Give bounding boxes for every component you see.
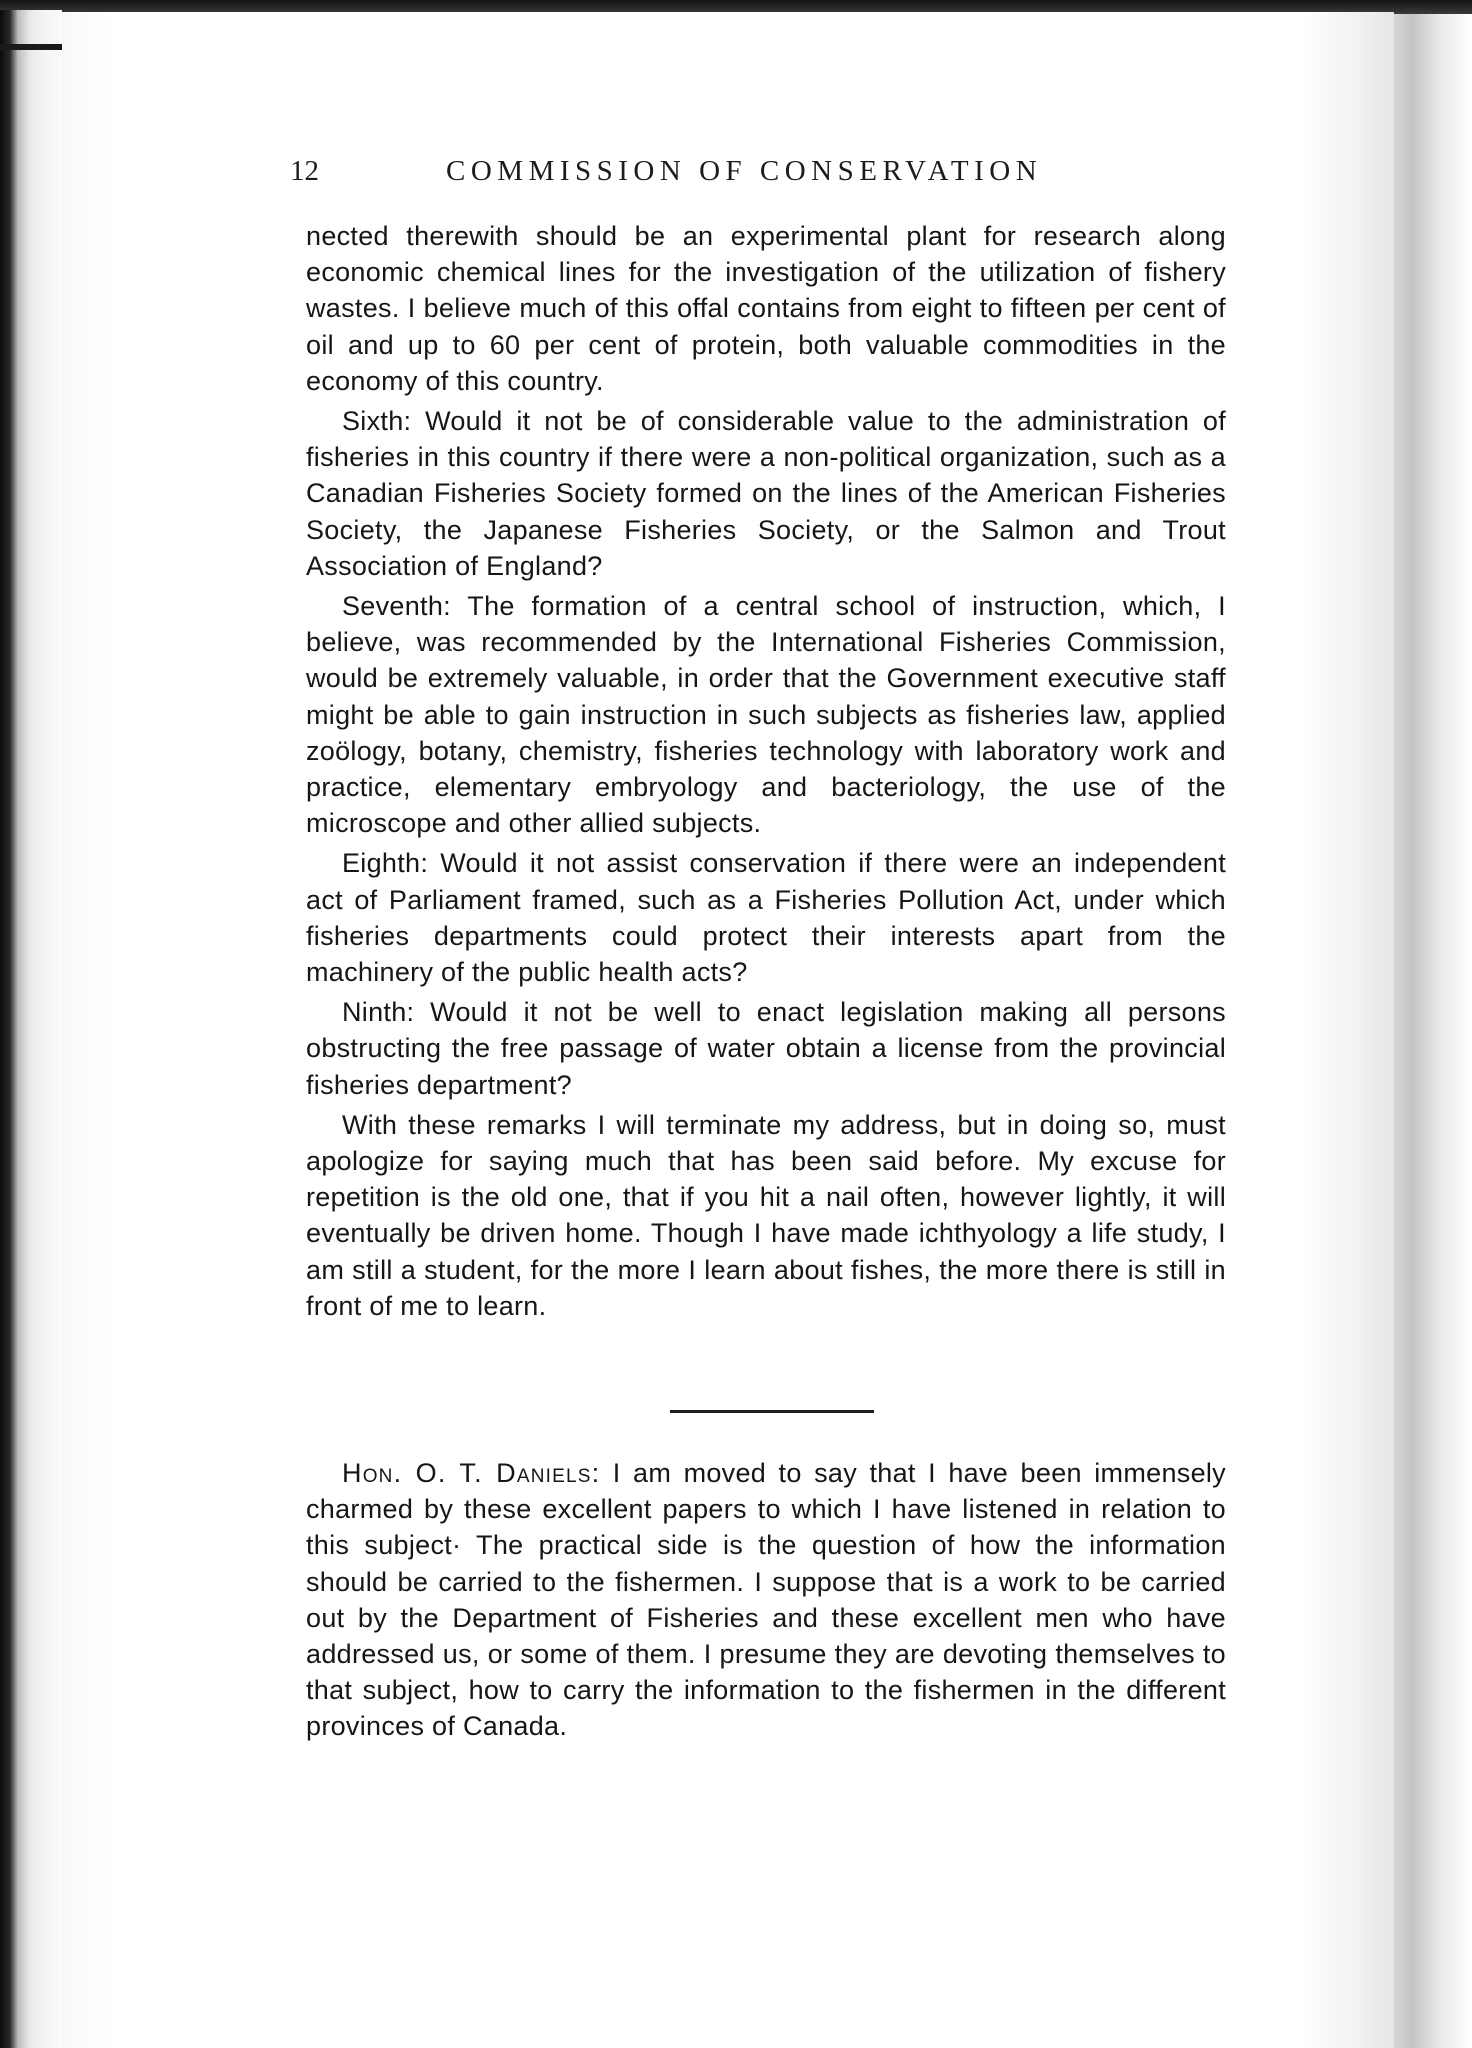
speech-paragraph [306, 1455, 1226, 1745]
paragraph-sixth: Sixth: Would it not be of considerable value to the administration of fisheries in this country if there were a non-political organization, such as a Canadian Fisheries Society formed on the lines of the American Fisheries Society, the Japanese Fisheries Society, or the Salmon and Trout Association of England? [306, 406, 1226, 581]
speech-block [306, 1455, 1226, 1749]
page-header [290, 155, 1090, 195]
speaker-name: Hon. O. T. Daniels: [342, 1458, 601, 1488]
book-binding-shadow [0, 10, 62, 2048]
section-divider [670, 1410, 874, 1413]
page-number: 12 [290, 155, 319, 187]
page-edge-shadow [1394, 14, 1472, 2048]
body-text [306, 218, 1226, 1328]
paragraph-ninth: Ninth: Would it not be well to enact legislation making all persons obstructing the free passage of water obtain a license from the provincial fisheries department? [306, 997, 1226, 1100]
paragraph-eighth: Eighth: Would it not assist conservation if there were an independent act of Parliament framed, such as a Fisheries Pollution Act, under which fisheries departments could protect their interests apart from the machinery of the public health acts? [306, 848, 1226, 988]
speech-text: I am moved to say that I have been immensely charmed by these excellent papers to which I have listened in relation to this subject· The practical side is the question of how the information should be carried to the fishermen. I suppose that is a work to be carried out by the Department of Fisheries and these excellent men who have addressed us, or some of them. I presume they are devoting themselves to that subject, how to carry the information to the fishermen in the different provinces of Canada. [306, 1458, 1226, 1742]
running-title: COMMISSION OF CONSERVATION [446, 155, 1043, 187]
paragraph-continuation: nected therewith should be an experimental plant for research along economic chemical lines for the investigation of the utilization of fishery wastes. I believe much of this offal contains from eight to fifteen per cent of oil and up to 60 per cent of protein, both valuable commodities in the economy of this country. [306, 221, 1226, 396]
paragraph-closing: With these remarks I will terminate my address, but in doing so, must apologize for saying much that has been said before. My excuse for repetition is the old one, that if you hit a nail often, however lightly, it will eventually be driven home. Though I have made ichthyology a life study, I am still a student, for the more I learn about fishes, the more there is still in front of me to learn. [306, 1109, 1226, 1321]
paragraph-seventh: Seventh: The formation of a central school of instruction, which, I believe, was recommended by the International Fisheries Commission, would be extremely valuable, in order that the Government executive staff might be able to gain instruction in such subjects as fisheries law, applied zoölogy, botany, chemistry, fisheries technology with laboratory work and practice, elementary embryology and bacteriology, the use of the microscope and other allied subjects. [306, 591, 1226, 839]
